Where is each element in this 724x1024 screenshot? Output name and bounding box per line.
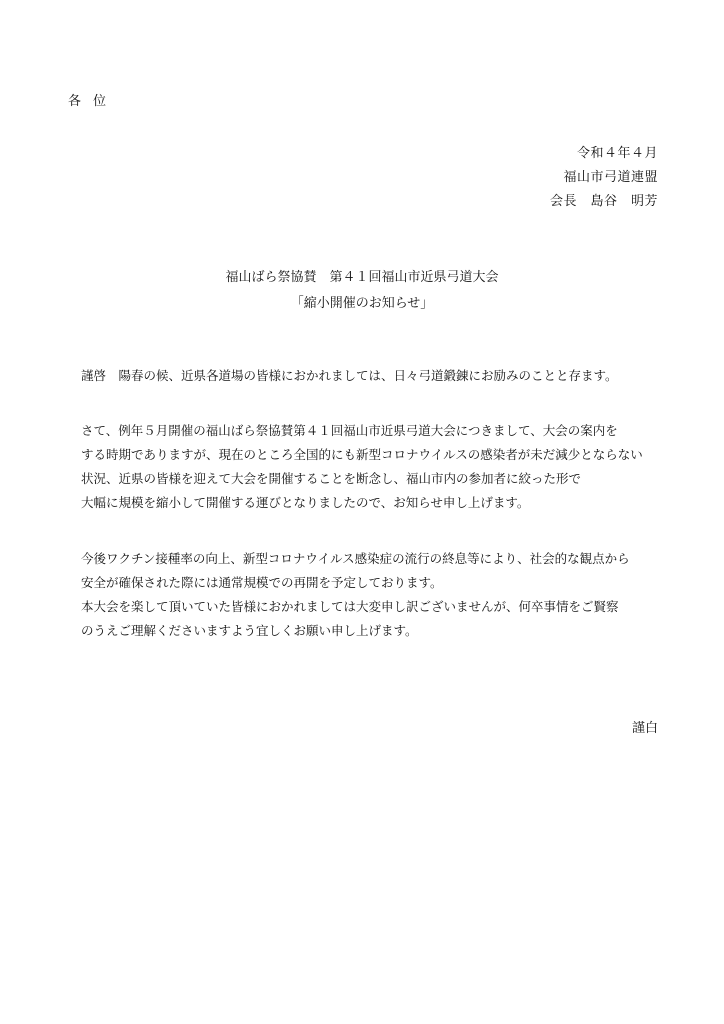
main-line: する時期でありますが、現在のところ全国的にも新型コロナウイルスの感染者が未だ減少とならない xyxy=(81,447,643,462)
closing-phrase: 謹白 xyxy=(631,721,658,736)
document-title: 福山ばら祭協賛 第４１回福山市近県弓道大会 xyxy=(225,270,499,285)
sender-person: 会長 島谷 明芳 xyxy=(549,194,658,209)
future-line: のうえご理解くださいますよう宜しくお願い申し上げます。 xyxy=(81,623,418,638)
future-line: 安全が確保された際には通常規模での再開を予定しております。 xyxy=(81,575,443,590)
sender-organization: 福山市弓道連盟 xyxy=(563,170,658,185)
future-line: 本大会を楽して頂いていた皆様におかれましては大変申し訳ございませんが、何卒事情をご賢察 xyxy=(81,599,619,614)
future-paragraph xyxy=(81,547,681,643)
future-line: 今後ワクチン接種率の向上、新型コロナウイルス感染症の流行の終息等により、社会的な観点から xyxy=(81,551,630,566)
sender-date: 令和４年４月 xyxy=(576,146,658,161)
main-line: 大幅に規模を縮小して開催する運びとなりましたので、お知らせ申し上げます。 xyxy=(81,495,530,510)
greeting-paragraph xyxy=(81,364,681,388)
greeting-line: 謹啓 陽春の候、近県各道場の皆様におかれましては、日々弓道鍛錬にお励みのことと存ます。 xyxy=(81,368,618,383)
main-line: 状況、近県の皆様を迎えて大会を開催することを断念し、福山市内の参加者に絞った形で xyxy=(81,471,582,486)
main-line: さて、例年５月開催の福山ばら祭協賛第４１回福山市近県弓道大会につきまして、大会の案内を xyxy=(81,423,618,438)
main-paragraph xyxy=(81,419,681,515)
document-subtitle: 「縮小開催のお知らせ」 xyxy=(290,296,434,311)
addressee: 各位 xyxy=(68,94,119,109)
